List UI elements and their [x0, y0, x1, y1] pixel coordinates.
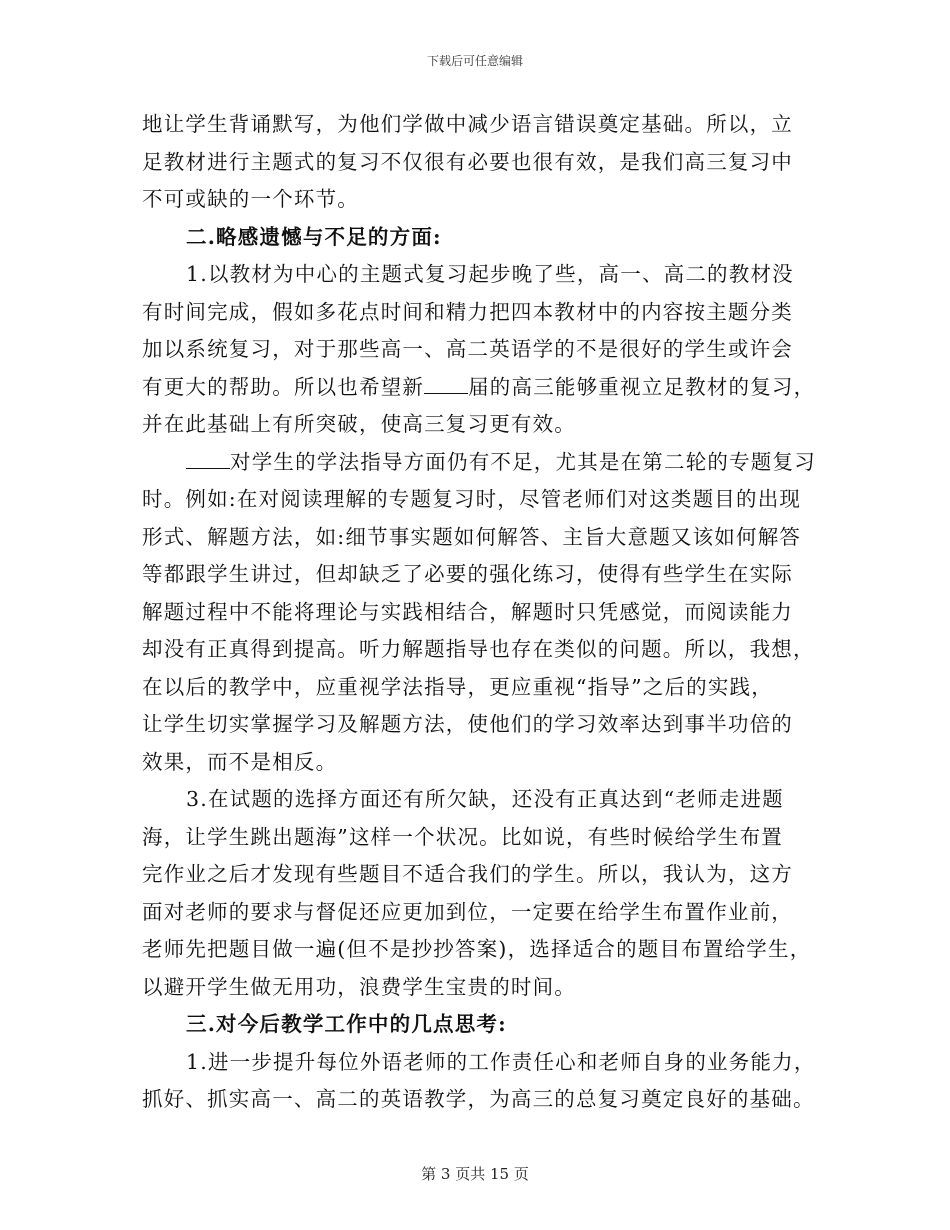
paragraph — [142, 781, 814, 1006]
text-line: 加以系统复习，对于那些高一、高二英语学的不是很好的学生或许会 — [142, 337, 793, 361]
text-line: 形式、解题方法，如:细节事实题如何解答、主旨大意题又该如何解答 — [142, 524, 802, 549]
text-line — [142, 369, 814, 407]
document-body — [142, 106, 814, 1119]
text-line: 效果，而不是相反。 — [142, 749, 338, 774]
page-header: 下载后可任意编辑 — [426, 54, 523, 68]
text-line: 让学生切实掌握学习及解题方法，使他们的学习效率达到事半功倍的 — [142, 712, 793, 736]
text-line: 老师先把题目做一遍(但不是抄抄答案)，选择适合的题目布置给学生， — [142, 937, 812, 961]
text-line: 地让学生背诵默写，为他们学做中减少语言错误奠定基础。所以，立 — [142, 112, 793, 136]
paragraph — [142, 1044, 814, 1119]
text-line: 抓好、抓实高一、高二的英语教学，为高三的总复习奠定良好的基础。 — [142, 1087, 815, 1111]
text-line: 3.在试题的选择方面还有所欠缺，还没有正真达到“老师走进题 — [186, 787, 784, 811]
text-line — [142, 444, 814, 482]
text-line: 不可或缺的一个环节。 — [142, 187, 359, 211]
paragraph — [142, 106, 814, 219]
text-line: 时。例如:在对阅读理解的专题复习时，尽管老师们对这类题目的出现 — [142, 487, 802, 511]
section-heading: 三.对今后教学工作中的几点思考: — [186, 1012, 507, 1036]
fill-in-blank — [424, 375, 468, 394]
text-line: 完作业之后才发现有些题目不适合我们的学生。所以，我认为，这方 — [142, 862, 793, 886]
page-number: 第 3 页共 15 页 — [421, 1165, 529, 1183]
text-line: 面对老师的要求与督促还应更加到位，一定要在给学生布置作业前， — [142, 899, 793, 924]
text-line: 1.以教材为中心的主题式复习起步晚了些，高一、高二的教材没 — [186, 262, 794, 286]
text-line: 海，让学生跳出题海”这样一个状况。比如说，有些时候给学生布置 — [142, 824, 783, 849]
paragraph — [142, 444, 814, 782]
text-line: 并在此基础上有所突破，使高三复习更有效。 — [142, 412, 576, 436]
text-line: 却没有正真得到提高。听力解题指导也存在类似的问题。所以，我想， — [142, 637, 815, 661]
text-line: 以避开学生做无用功，浪费学生宝贵的时间。 — [142, 974, 576, 999]
fill-in-blank — [186, 450, 230, 469]
text-line: 足教材进行主题式的复习不仅很有必要也很有效，是我们高三复习中 — [142, 149, 793, 174]
text-fragment: 对学生的学法指导方面仍有不足，尤其是在第二轮的专题复习 — [230, 449, 816, 474]
text-line: 等都跟学生讲过，但却缺乏了必要的强化练习，使得有些学生在实际 — [142, 562, 793, 586]
text-line: 在以后的教学中，应重视学法指导，更应重视“指导”之后的实践， — [142, 674, 773, 699]
text-line: 有时间完成，假如多花点时间和精力把四本教材中的内容按主题分类 — [142, 299, 793, 324]
text-fragment: 有更大的帮助。所以也希望新 — [142, 374, 425, 399]
text-fragment: 届的高三能够重视立足教材的复习， — [468, 374, 816, 399]
text-line: 1.进一步提升每位外语老师的工作责任心和老师自身的业务能力， — [186, 1049, 816, 1074]
text-line: 解题过程中不能将理论与实践相结合，解题时只凭感觉，而阅读能力 — [142, 599, 793, 624]
section-heading: 二.略感遗憾与不足的方面: — [186, 224, 442, 249]
paragraph — [142, 256, 814, 444]
